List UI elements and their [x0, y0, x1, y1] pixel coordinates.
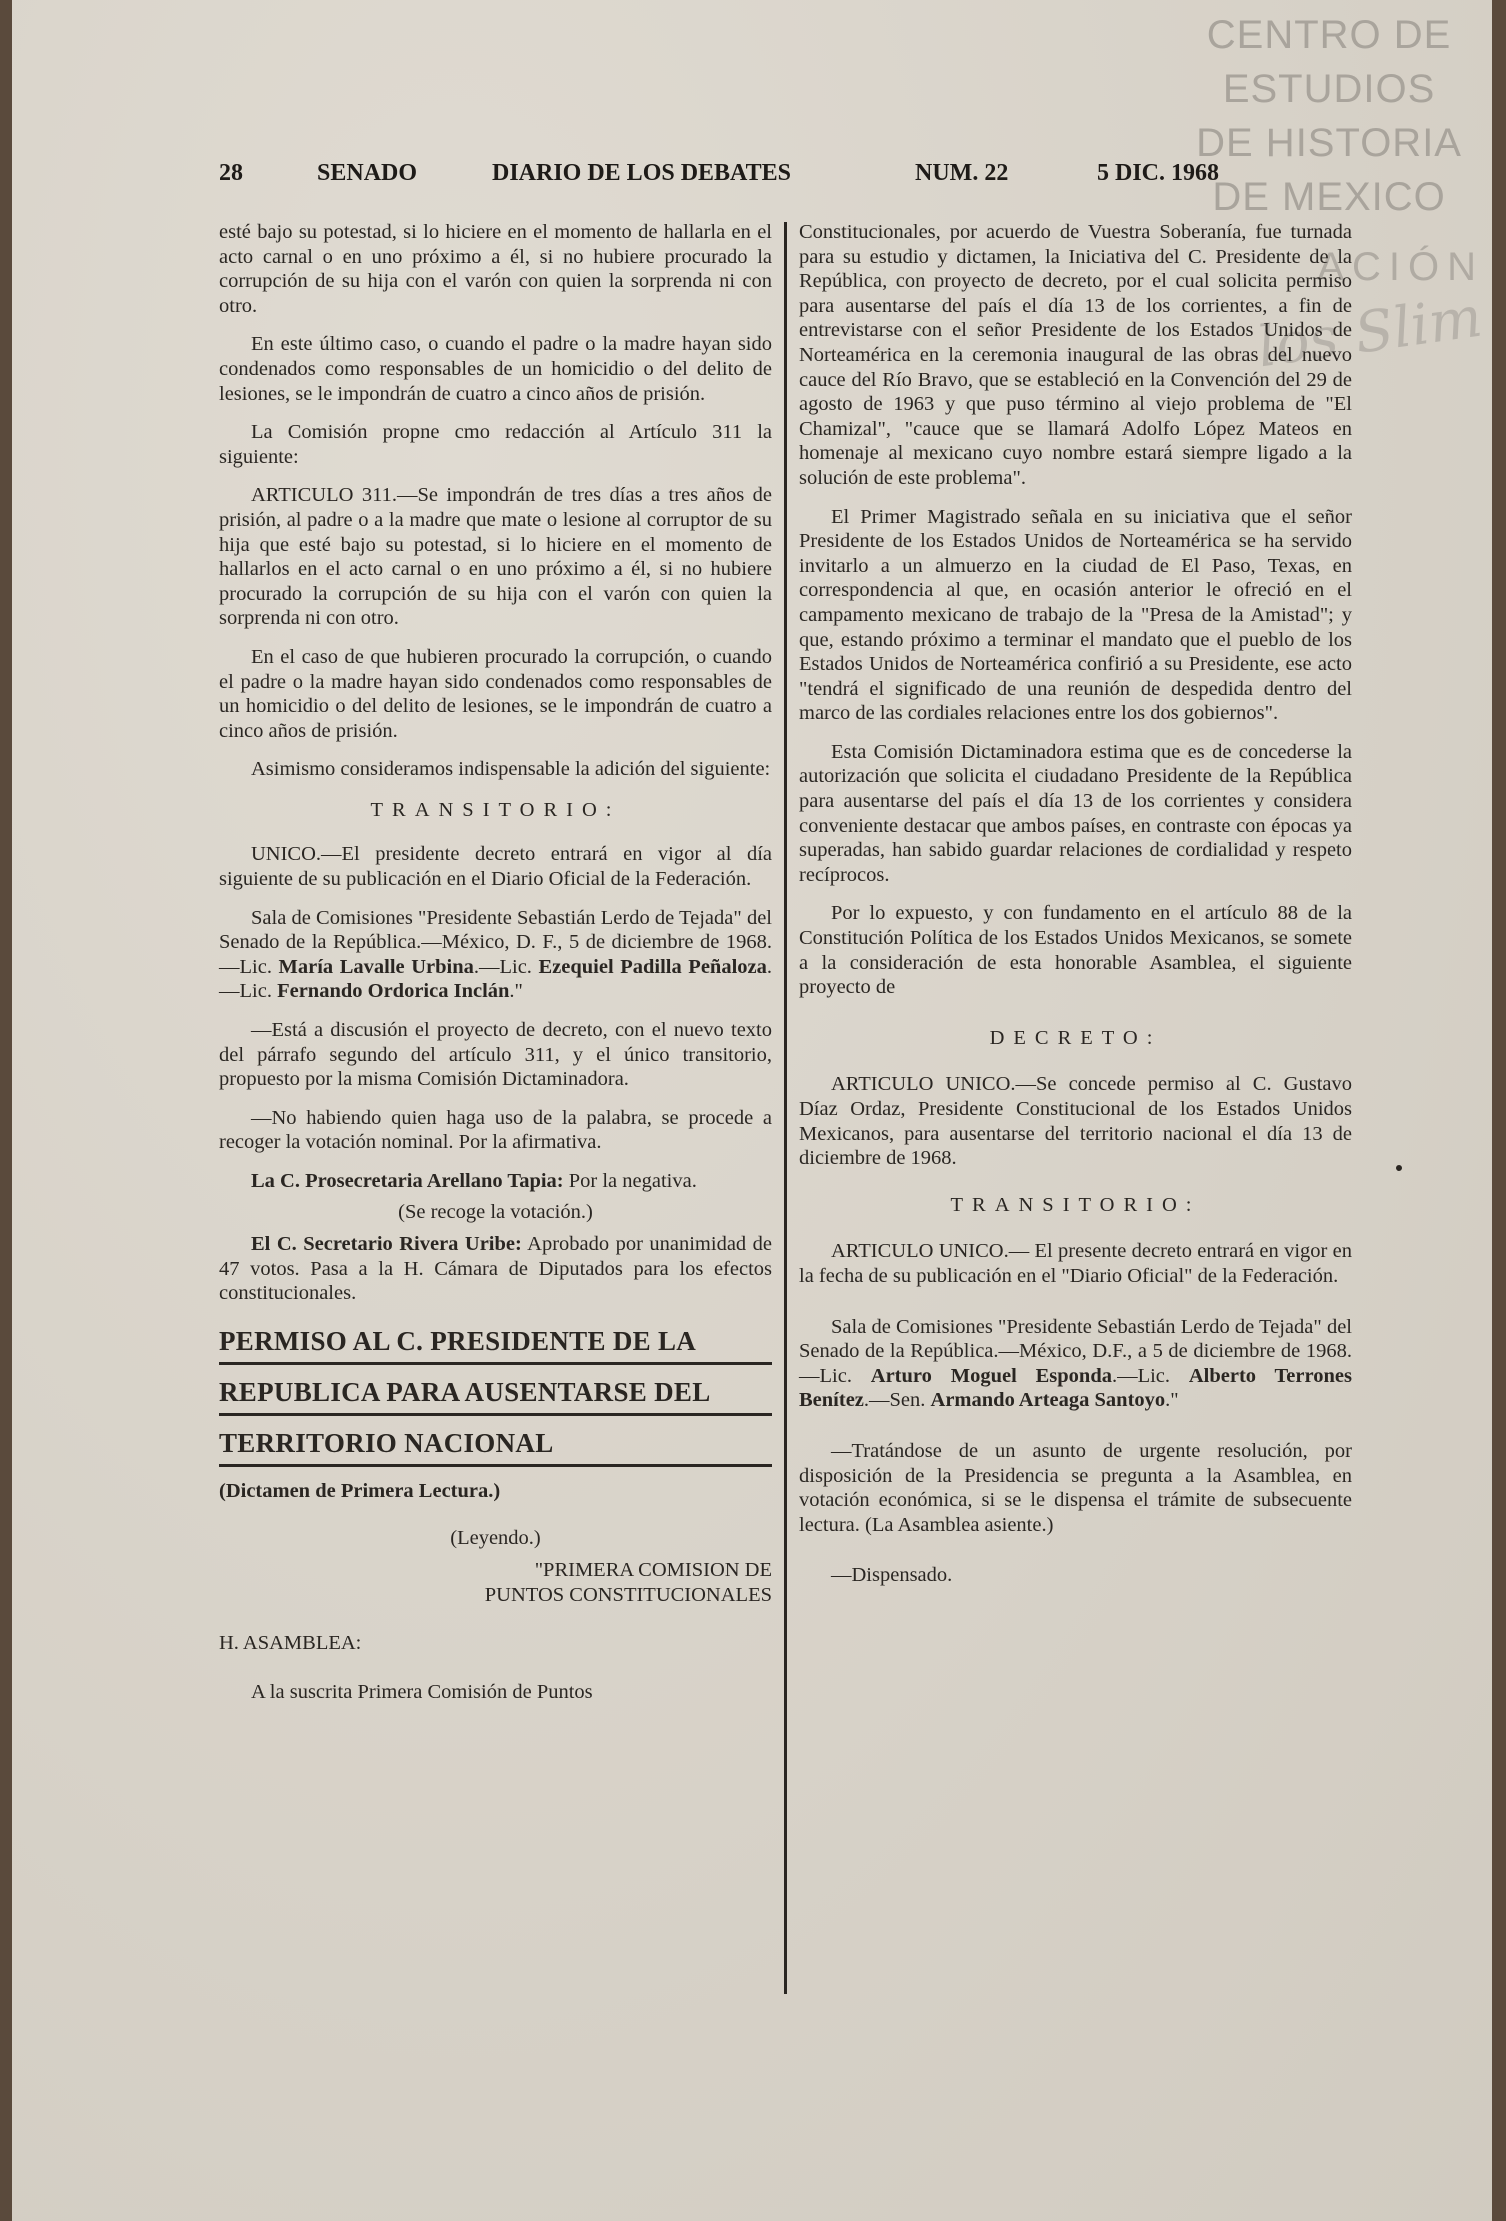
- paragraph: La Comisión propne cmo redacción al Artículo 311 la siguiente:: [219, 421, 772, 468]
- fundacion-watermark: ACIÓN: [1317, 245, 1484, 289]
- paragraph: Asimismo consideramos indispensable la adición del siguiente:: [251, 758, 771, 781]
- section-subtitle: (Dictamen de Primera Lectura.): [219, 1479, 501, 1502]
- section-heading-line: REPUBLICA PARA AUSENTARSE DEL: [219, 1377, 772, 1416]
- transitorio-title: TRANSITORIO:: [370, 798, 621, 821]
- paragraph: esté bajo su potestad, si lo hiciere en el momento de hallarla en el acto carnal o en uno próximo a él, si no hubiere procurado la corrupción de su hija con el varón con quien la sorprenda ni con otro.: [219, 221, 772, 317]
- signer-name: Ezequiel Padilla Peñaloza: [538, 955, 767, 978]
- paragraph: —No habiendo quien haga uso de la palabra, se procede a recoger la votación nominal. Por la afirmativa.: [219, 1106, 772, 1154]
- publication-title: DIARIO DE LOS DEBATES: [492, 160, 791, 186]
- article-311: ARTICULO 311.—Se impondrán de tres días a tres años de prisión, al padre o a la madre que mate o lesione al corruptor de su hija que esté bajo su potestad, si lo hiciere en el momento de hallarlos en el acto carnal o en uno próximo a él, si no hubiere procurado la corrupción de su hija con el varón con quien la sorprenda ni con otro.: [219, 484, 772, 630]
- page: [12, 0, 1492, 2221]
- section-heading-line: TERRITORIO NACIONAL: [219, 1428, 772, 1467]
- chamber-name: SENADO: [317, 160, 418, 186]
- article-unico: ARTICULO UNICO.—Se concede permiso al C. Gustavo Díaz Ordaz, Presidente Constitucional de los Estados Unidos Mexicanos, para ausentarse del territorio nacional el día 13 de diciembre de 1968.: [799, 1073, 1352, 1170]
- issue-number: NUM. 22: [915, 160, 1009, 186]
- paragraph: Esta Comisión Dictaminadora estima que es de concederse la autorización que solicita el ciudadano Presidente de la República para ausentarse del país el día 13 de los corrientes y considera conveniente destacar que ambos países, en contraste con épocas ya superadas, han sabido guardar relaciones de cordialidad y respeto recíprocos.: [799, 740, 1352, 886]
- archive-watermark: CENTRO DE ESTUDIOS DE HISTORIA DE MEXICO: [1196, 13, 1462, 219]
- page-header: [207, 160, 1277, 190]
- paragraph: UNICO.—El presidente decreto entrará en vigor al día siguiente de su publicación en el Diario Oficial de la Federación.: [219, 843, 772, 891]
- signature-paragraph: Sala de Comisiones "Presidente Sebastián Lerdo de Tejada" del Senado de la República.—México, D.F., a 5 de diciembre de 1968.—Lic. Arturo Moguel Esponda.—Lic. Alberto Terrones Benítez.—Sen. Armando Arteaga Santoyo.": [799, 1315, 1352, 1412]
- script-watermark: los Slim: [1253, 284, 1486, 381]
- margin-mark: [1396, 1165, 1402, 1171]
- page-number: 28: [219, 160, 243, 186]
- speaker-name: El C. Secretario Rivera Uribe:: [251, 1233, 522, 1256]
- paragraph: —Dispensado.: [831, 1564, 953, 1587]
- issue-date: 5 DIC. 1968: [1097, 160, 1220, 186]
- decreto-title: DECRETO:: [989, 1026, 1162, 1049]
- stage-direction: (Se recoge la votación.): [398, 1200, 593, 1223]
- signer-name: Arturo Moguel Esponda: [870, 1364, 1112, 1387]
- commission-line: PUNTOS CONSTITUCIONALES: [484, 1583, 772, 1606]
- speaker-paragraph: La C. Prosecretaria Arellano Tapia: Por la negativa.: [251, 1170, 697, 1192]
- paragraph: En este último caso, o cuando el padre o la madre hayan sido condenados como responsables de un homicidio o del delito de lesiones, se le impondrán de cuatro a cinco años de prisión.: [219, 333, 772, 405]
- paragraph: Por lo expuesto, y con fundamento en el artículo 88 de la Constitución Política de los Estados Unidos Mexicanos, se somete a la consideración de esta honorable Asamblea, el siguiente proyecto de: [799, 902, 1352, 999]
- paragraph: —Tratándose de un asunto de urgente resolución, por disposición de la Presidencia se pregunta a la Asamblea, en votación económica, si se le dispensa el trámite de subsecuente lectura. (La Asamblea asiente.): [799, 1439, 1352, 1536]
- signer-name: Armando Arteaga Santoyo: [930, 1389, 1166, 1412]
- paragraph: Constitucionales, por acuerdo de Vuestra Soberanía, fue turnada para su estudio y dictamen, la Iniciativa del C. Presidente de la República, con proyecto de decreto, por el cual solicita permiso para ausentarse del país el día 13 de los corrientes, a fin de entrevistarse con el señor Presidente de los Estados Unidos de Norteamérica en la ceremonia inaugural de las obras del nuevo cauce del Río Bravo, que se estableció en la Convención del 29 de agosto de 1963 y que puso término al viejo problema de "El Chamizal", "cauce que se llamará Adolfo López Mateos en homenaje al mexicano cuyo nombre estará siempre ligado a la solución de este problema".: [799, 221, 1352, 489]
- paragraph: En el caso de que hubieren procurado la corrupción, o cuando el padre o la madre hayan sido condenados como responsables de un homicidio o del delito de lesiones, se le impondrán de cuatro a cinco años de prisión.: [219, 645, 772, 742]
- commission-line: "PRIMERA COMISION DE: [534, 1559, 772, 1582]
- signer-name: Alberto Terrones Benítez: [799, 1364, 1352, 1412]
- speaker-name: La C. Prosecretaria Arellano Tapia:: [251, 1170, 564, 1192]
- paragraph: A la suscrita Primera Comisión de Puntos: [251, 1680, 593, 1703]
- stage-direction: (Leyendo.): [450, 1526, 541, 1549]
- paragraph: —Está a discusión el proyecto de decreto, con el nuevo texto del párrafo segundo del artículo 311, y el único transitorio, propuesto por la misma Comisión Dictaminadora.: [219, 1019, 772, 1091]
- speaker-paragraph: El C. Secretario Rivera Uribe: Aprobado por unanimidad de 47 votos. Pasa a la H. Cámara de Diputados para los efectos constitucionales.: [219, 1233, 772, 1305]
- signer-name: Fernando Ordorica Inclán: [277, 980, 510, 1003]
- transitorio-title: TRANSITORIO:: [950, 1193, 1201, 1216]
- signer-name: María Lavalle Urbina: [278, 955, 474, 978]
- left-column: [219, 220, 772, 1719]
- section-heading-line: PERMISO AL C. PRESIDENTE DE LA: [219, 1326, 772, 1365]
- paragraph: El Primer Magistrado señala en su iniciativa que el señor Presidente de los Estados Unidos de Norteamérica se ha servido invitarlo a un almuerzo en la ciudad de El Paso, Texas, en correspondencia al que, en ocasión anterior le ofreció en el campamento mexicano de trabajo de la "Presa de la Amistad"; y que, estando próximo a terminar el mandato que el pueblo de los Estados Unidos de Norteamérica confirió a su Presidente, ese acto "tendrá el significado de una reunión de despedida dentro del marco de las cordiales relaciones entre los dos gobiernos".: [799, 505, 1352, 725]
- signature-paragraph: Sala de Comisiones "Presidente Sebastián Lerdo de Tejada" del Senado de la República.—México, D. F., 5 de diciembre de 1968.—Lic. María Lavalle Urbina.—Lic. Ezequiel Padilla Peñaloza.—Lic. Fernando Ordorica Inclán.": [219, 906, 772, 1003]
- column-divider: [784, 222, 787, 1994]
- salutation: H. ASAMBLEA:: [219, 1632, 362, 1655]
- right-column: [799, 220, 1352, 1602]
- paragraph: ARTICULO UNICO.— El presente decreto entrará en vigor en la fecha de su publicación en el "Diario Oficial" de la Federación.: [799, 1240, 1352, 1287]
